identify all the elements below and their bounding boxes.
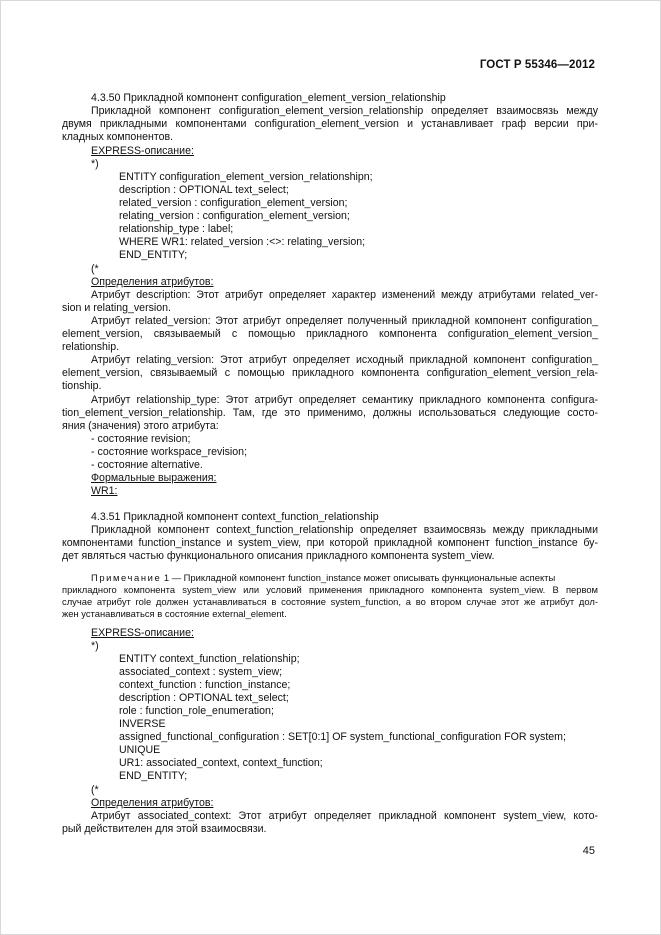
code-line: WHERE WR1: related_version :<>: relating_version;	[119, 236, 366, 248]
code-line: description : OPTIONAL text_select;	[119, 692, 289, 704]
code-line: END_ENTITY;	[119, 770, 188, 782]
formal-expression: WR1:	[91, 485, 118, 497]
paragraph-line: sion и relating_version.	[62, 302, 171, 314]
note-text: 1 — Прикладной компонент function_instance может описывать функциональные аспекты	[161, 572, 556, 583]
comment-marker: (*	[91, 784, 99, 796]
attributes-label: Определения атрибутов:	[91, 797, 214, 809]
paragraph-line: дет являться частью функционального описания прикладного компонента system_view.	[62, 550, 495, 562]
page-number: 45	[582, 845, 595, 857]
attributes-label: Определения атрибутов:	[91, 276, 214, 288]
paragraph-line: Атрибут related_version: Этот атрибут определяет полученный прикладной компонент configuration_	[91, 315, 598, 327]
list-item: - состояние revision;	[91, 433, 191, 445]
code-line: relating_version : configuration_element_version;	[119, 210, 350, 222]
paragraph-line: рый действителен для этой взаимосвязи.	[62, 823, 267, 835]
paragraph-line: Атрибут relating_version: Этот атрибут определяет исходный прикладной компонент configuration_	[91, 354, 598, 366]
code-line: context_function : function_instance;	[119, 679, 291, 691]
section-heading: 4.3.51 Прикладной компонент context_function_relationship	[91, 511, 379, 523]
paragraph-line: Атрибут relationship_type: Этот атрибут определяет семантику прикладного компонента configura-	[91, 394, 598, 406]
paragraph-line: element_version, связываемый с помощью прикладного компонента configuration_element_version_rela-	[62, 367, 598, 379]
code-line: role : function_role_enumeration;	[119, 705, 274, 717]
paragraph-line: Прикладной компонент context_function_relationship определяет взаимосвязь между прикладными	[91, 524, 598, 536]
note-label: Примечание	[91, 572, 162, 583]
standard-header: ГОСТ Р 55346—2012	[479, 59, 595, 71]
code-line: ENTITY configuration_element_version_relationshipn;	[119, 171, 373, 183]
note-line: прикладного компонента system_view или условий применения прикладного компонента system_view. В первом	[62, 584, 598, 595]
paragraph-line: Атрибут associated_context: Этот атрибут определяет прикладной компонент system_view, кото-	[91, 810, 598, 822]
note-line: жен устанавливаться в состояние external_element.	[62, 608, 287, 619]
paragraph-line: tion_element_version_relationship. Там, где это применимо, должны использоваться следующие состо-	[62, 407, 598, 419]
code-line: ENTITY context_function_relationship;	[119, 653, 300, 665]
paragraph-line: двумя прикладными компонентами configuration_element_version и устанавливает граф версии при-	[62, 118, 598, 130]
code-line: description : OPTIONAL text_select;	[119, 184, 289, 196]
code-line: UNIQUE	[119, 744, 161, 756]
comment-marker: *)	[91, 158, 99, 170]
express-label: EXPRESS-описание:	[91, 145, 194, 157]
code-line: assigned_functional_configuration : SET[0:1] OF system_functional_configuration FOR system;	[119, 731, 566, 743]
list-item: - состояние workspace_revision;	[91, 446, 248, 458]
paragraph-line: element_version, связываемый с помощью прикладного компонента configuration_element_version_	[62, 328, 598, 340]
code-line: END_ENTITY;	[119, 249, 188, 261]
express-label: EXPRESS-описание:	[91, 627, 194, 639]
code-line: relationship_type : label;	[119, 223, 234, 235]
section-heading: 4.3.50 Прикладной компонент configuration_element_version_relationship	[91, 92, 446, 104]
paragraph-line: яния (значения) этого атрибута:	[62, 420, 219, 432]
code-line: related_version : configuration_element_version;	[119, 197, 348, 209]
code-line: UR1: associated_context, context_function;	[119, 757, 323, 769]
comment-marker: (*	[91, 263, 99, 275]
comment-marker: *)	[91, 640, 99, 652]
paragraph-line: Атрибут description: Этот атрибут определяет характер изменений между атрибутами related_ver-	[91, 289, 598, 301]
code-line: INVERSE	[119, 718, 166, 730]
paragraph-line: relationship.	[62, 341, 120, 353]
formal-label: Формальные выражения:	[91, 472, 217, 484]
paragraph-line: кладных компонентов.	[62, 131, 174, 143]
paragraph-line: tionship.	[62, 380, 102, 392]
paragraph-line: компонентами function_instance и system_view, при которой прикладной компонент function_instance бу-	[62, 537, 598, 549]
code-line: associated_context : system_view;	[119, 666, 283, 678]
note-line: случае атрибут role должен устанавливаться в состояние system_function, а во втором случае этот же атрибут дол-	[62, 596, 598, 607]
paragraph-line: Прикладной компонент configuration_element_version_relationship определяет взаимосвязь между	[91, 105, 598, 117]
list-item: - состояние alternative.	[91, 459, 203, 471]
